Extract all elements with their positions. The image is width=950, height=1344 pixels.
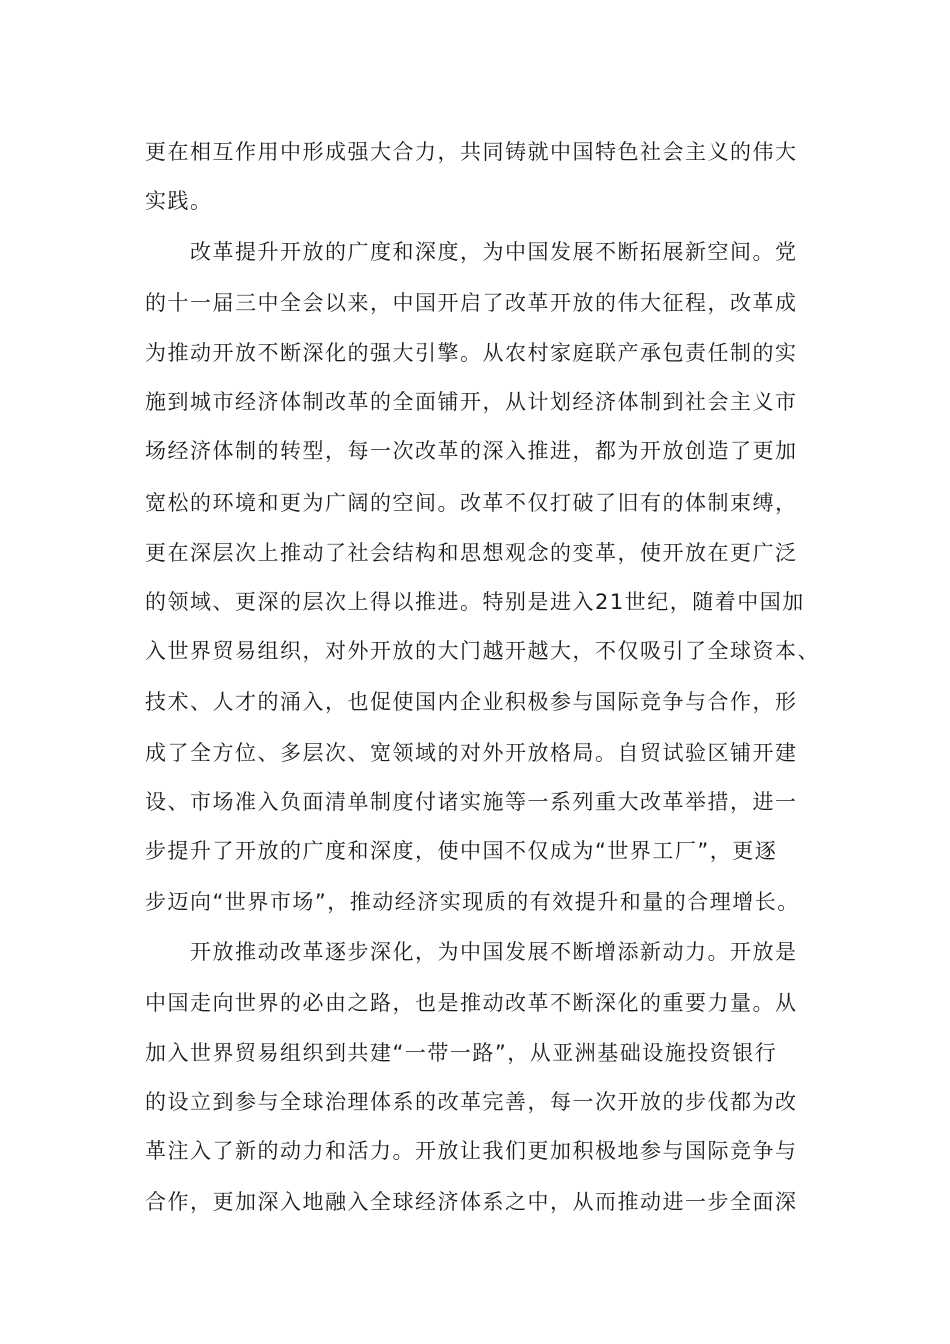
paragraph-line: 的领域、更深的层次上得以推进。特别是进入21世纪，随着中国加 [145,590,805,614]
paragraph-line: 中国走向世界的必由之路，也是推动改革不断深化的重要力量。从 [145,991,798,1015]
paragraph-line: 场经济体制的转型，每一次改革的深入推进，都为开放创造了更加 [145,439,798,463]
paragraph-line: 技术、人才的涌入，也促使国内企业积极参与国际竞争与合作，形 [145,690,798,714]
paragraph-line: 入世界贸易组织，对外开放的大门越开越大，不仅吸引了全球资本、 [145,639,820,663]
paragraph-line: 步迈向“世界市场”，推动经济实现质的有效提升和量的合理增长。 [145,890,800,914]
paragraph-line: 开放推动改革逐步深化，为中国发展不断增添新动力。开放是 [190,940,798,964]
paragraph-line: 设、市场准入负面清单制度付诸实施等一系列重大改革举措，进一 [145,790,798,814]
paragraph-line: 加入世界贸易组织到共建“一带一路”，从亚洲基础设施投资银行 [145,1041,778,1065]
paragraph-line: 革注入了新的动力和活力。开放让我们更加积极地参与国际竞争与 [145,1139,798,1163]
paragraph-line: 改革提升开放的广度和深度，为中国发展不断拓展新空间。党 [190,240,798,264]
paragraph-line: 步提升了开放的广度和深度，使中国不仅成为“世界工厂”，更逐 [145,839,778,863]
paragraph-line: 为推动开放不断深化的强大引擎。从农村家庭联产承包责任制的实 [145,341,798,365]
paragraph-line: 更在相互作用中形成强大合力，共同铸就中国特色社会主义的伟大 [145,140,798,164]
paragraph-line: 宽松的环境和更为广阔的空间。改革不仅打破了旧有的体制束缚， [145,491,798,515]
paragraph-line: 更在深层次上推动了社会结构和思想观念的变革，使开放在更广泛 [145,541,798,565]
paragraph-line: 的设立到参与全球治理体系的改革完善，每一次开放的步伐都为改 [145,1090,798,1114]
paragraph-line: 的十一届三中全会以来，中国开启了改革开放的伟大征程，改革成 [145,291,798,315]
paragraph-line: 合作，更加深入地融入全球经济体系之中，从而推动进一步全面深 [145,1190,798,1214]
paragraph-line: 施到城市经济体制改革的全面铺开，从计划经济体制到社会主义市 [145,390,798,414]
paragraph-line: 实践。 [145,189,213,213]
paragraph-line: 成了全方位、多层次、宽领域的对外开放格局。自贸试验区铺开建 [145,741,798,765]
